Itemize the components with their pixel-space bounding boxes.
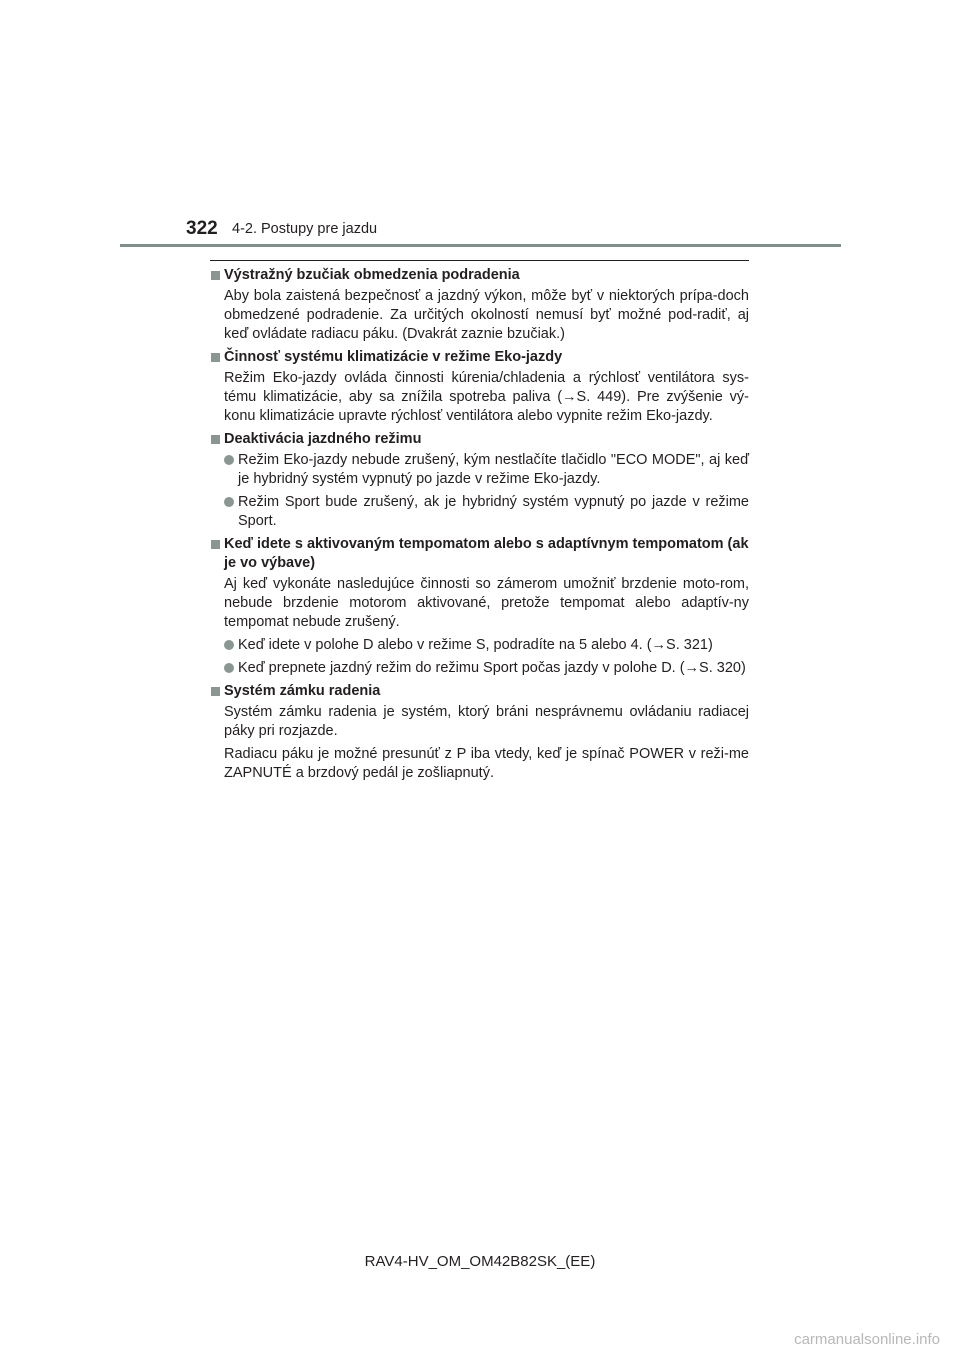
section-downshift-buzzer bbox=[210, 266, 749, 344]
watermark: carmanualsonline.info bbox=[794, 1331, 940, 1348]
square-bullet-icon bbox=[211, 540, 220, 549]
paragraph: Radiacu páku je možné presunúť z P iba vtedy, keď je spínač POWER v reži-me ZAPNUTÉ a brzdový pedál je zošliapnutý. bbox=[224, 746, 749, 781]
section-drive-mode-deactivation bbox=[210, 430, 749, 531]
page-number: 322 bbox=[186, 218, 218, 239]
square-bullet-icon bbox=[211, 353, 220, 362]
round-bullet-icon bbox=[224, 640, 234, 650]
bullet-text: Režim Sport bude zrušený, ak je hybridný systém vypnutý po jazde v režime Sport. bbox=[238, 494, 749, 529]
document-code: RAV4-HV_OM_OM42B82SK_(EE) bbox=[364, 1253, 596, 1270]
header-rule bbox=[120, 244, 841, 247]
page-content bbox=[210, 266, 749, 787]
square-bullet-icon bbox=[211, 687, 220, 696]
section-heading: Deaktivácia jazdného režimu bbox=[224, 431, 422, 447]
paragraph: Režim Eko-jazdy ovláda činnosti kúrenia/chladenia a rýchlosť ventilátora sys-tému klimatizácie, aby sa znížila spotreba paliva (→S. 449). Pre zvýšenie vý-konu klimatizácie upravte rýchlosť ventilátora alebo vypnite režim Eko-jazdy. bbox=[224, 370, 749, 424]
section-shift-lock bbox=[210, 682, 749, 783]
square-bullet-icon bbox=[211, 271, 220, 280]
bullet-text: Keď idete v polohe D alebo v režime S, podradíte na 5 alebo 4. (→S. 321) bbox=[238, 637, 713, 653]
chapter-title: 4-2. Postupy pre jazdu bbox=[232, 221, 378, 237]
paragraph: Aby bola zaistená bezpečnosť a jazdný výkon, môže byť v niektorých prípa-doch obmedzené podradenie. Za určitých okolností nemusí byť možné pod-radiť, aj keď ovládate radiacu páku. (Dvakrát zaznie bzučiak.) bbox=[224, 288, 749, 342]
section-heading: Činnosť systému klimatizácie v režime Eko-jazdy bbox=[224, 349, 563, 365]
section-heading: Systém zámku radenia bbox=[224, 683, 381, 699]
round-bullet-icon bbox=[224, 663, 234, 673]
section-climate-eco bbox=[210, 348, 749, 426]
paragraph: Aj keď vykonáte nasledujúce činnosti so zámerom umožniť brzdenie moto-rom, nebude brzdenie motorom aktivované, pretože tempomat alebo adaptív-ny tempomat nebude zrušený. bbox=[224, 576, 749, 630]
section-heading: Výstražný bzučiak obmedzenia podradenia bbox=[224, 267, 520, 283]
content-rule bbox=[210, 260, 749, 261]
square-bullet-icon bbox=[211, 435, 220, 444]
section-cruise-control bbox=[210, 535, 749, 678]
bullet-text: Režim Eko-jazdy nebude zrušený, kým nestlačíte tlačidlo "ECO MODE", aj keď je hybridný systém vypnutý po jazde v režime Eko-jazdy. bbox=[238, 452, 749, 487]
section-heading: Keď idete s aktivovaným tempomatom alebo s adaptívnym tempomatom (ak je vo výbave) bbox=[224, 536, 749, 571]
paragraph: Systém zámku radenia je systém, ktorý bráni nesprávnemu ovládaniu radiacej páky pri rozjazde. bbox=[224, 704, 749, 739]
round-bullet-icon bbox=[224, 455, 234, 465]
bullet-text: Keď prepnete jazdný režim do režimu Sport počas jazdy v polohe D. (→S. 320) bbox=[238, 660, 746, 676]
round-bullet-icon bbox=[224, 497, 234, 507]
